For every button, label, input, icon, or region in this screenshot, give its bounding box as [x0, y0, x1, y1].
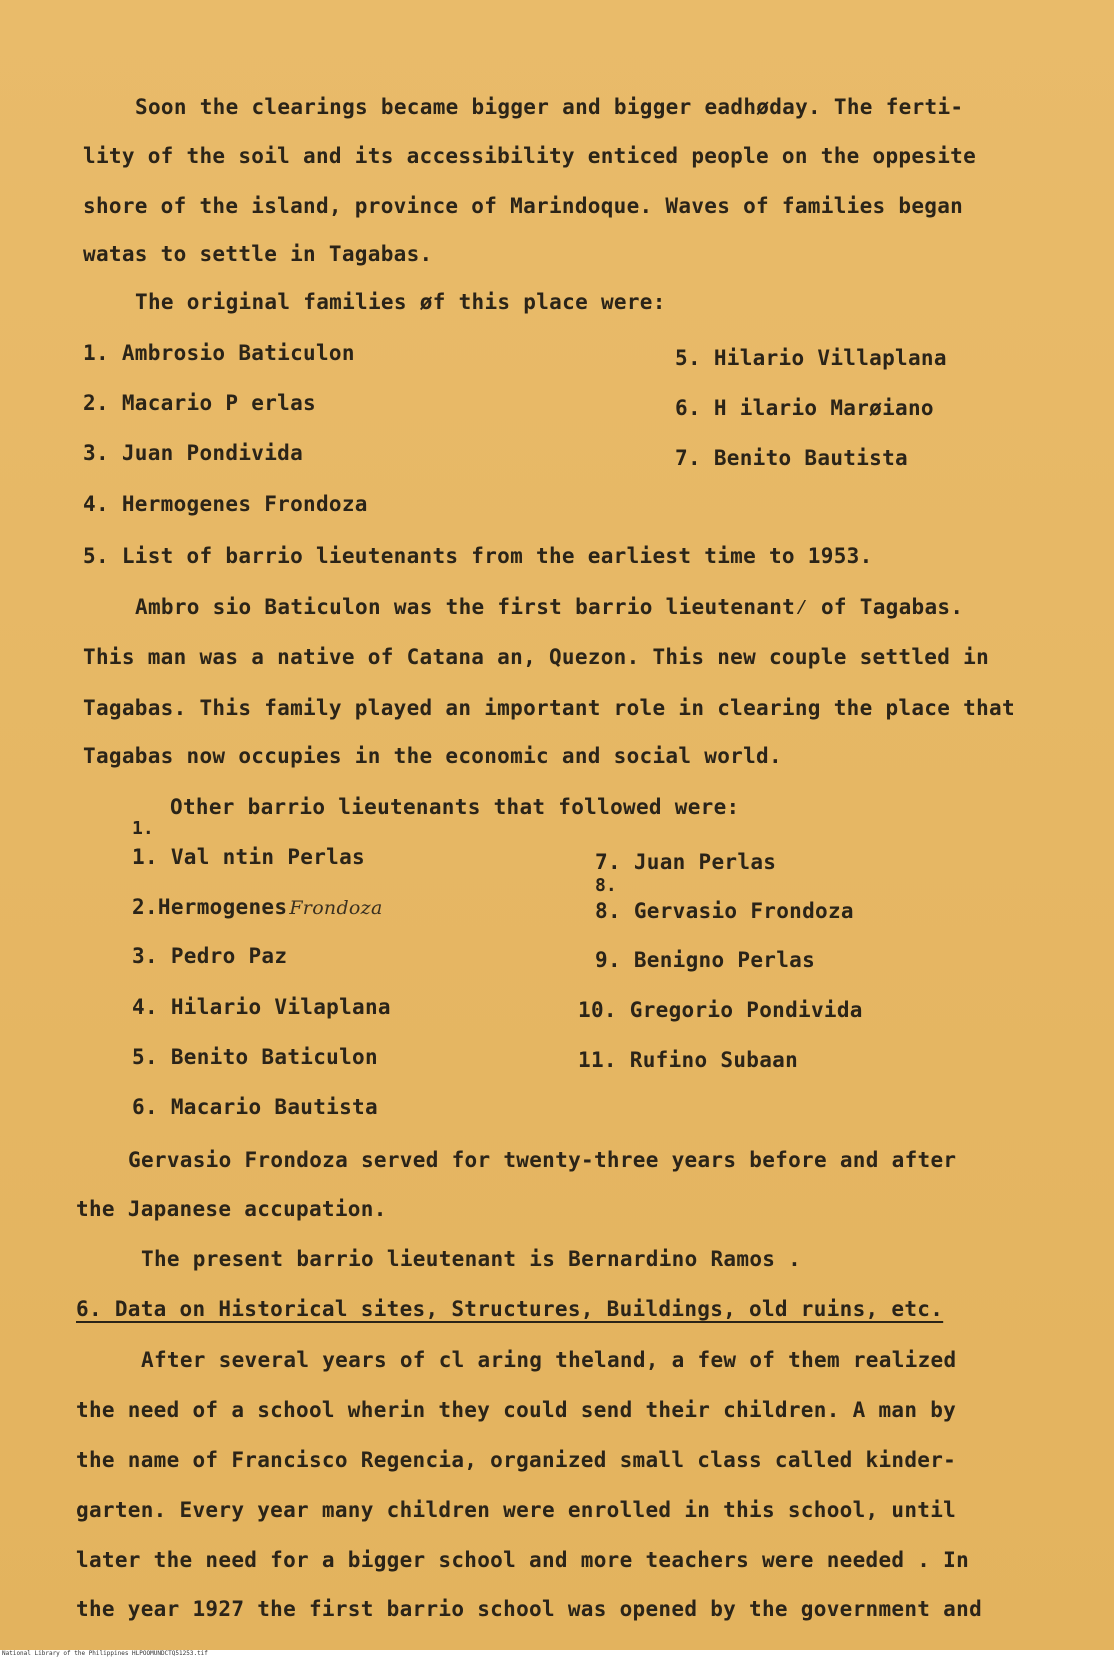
lieutenant-item: 5. Benito Baticulon	[132, 1045, 378, 1069]
paragraph1-line-4: watas to settle in Tagabas.	[83, 242, 433, 266]
family-item: 3. Juan Pondivida	[83, 441, 304, 465]
section5-heading: 5. List of barrio lieutenants from the earliest time to 1953.	[83, 544, 873, 568]
families-intro: The original families øf this place were:	[135, 290, 666, 314]
paragraph3-line-1: Gervasio Frondoza served for twenty-three years before and after	[128, 1148, 957, 1172]
lieutenant-item: 9. Benigno Perlas	[595, 948, 816, 972]
paragraph1-line-2: lity of the soil and its accessibility enticed people on the oppesite	[83, 144, 977, 168]
family-item: 5. Hilario Villaplana	[675, 346, 947, 370]
scan-footer	[0, 1650, 1114, 1658]
paragraph2-line-2: This man was a native of Catana an, Quezon. This new couple settled in	[83, 645, 990, 669]
family-item: 6. H ilario Marøiano	[675, 396, 934, 420]
lieutenant-item: 4. Hilario Vilaplana	[132, 995, 391, 1019]
paragraph2-line-4: Tagabas now occupies in the economic and social world.	[83, 744, 782, 768]
paragraph4-line-6: the year 1927 the first barrio school was opened by the government and	[76, 1597, 983, 1621]
lieutenant-item: 11. Rufino Subaan	[578, 1048, 799, 1072]
lieutenant-item: 7. Juan Perlas	[595, 850, 777, 874]
family-item: 2. Macario P erlas	[83, 391, 316, 415]
paragraph4-line-5: later the need for a bigger school and more teachers were needed . In	[76, 1548, 970, 1572]
paragraph2-line-3: Tagabas. This family played an important role in clearing the place that	[83, 696, 1015, 720]
present-lieutenant: The present barrio lieutenant is Bernardino Ramos .	[141, 1247, 802, 1271]
paragraph4-line-3: the name of Francisco Regencia, organized small class called kinder-	[76, 1448, 957, 1472]
paragraph1-line-3: shore of the island, province of Marindoque. Waves of families began	[83, 194, 964, 218]
handwritten-surname: Frondoza	[289, 897, 383, 919]
lieutenant-item-hermogenes	[132, 895, 383, 919]
family-item: 7. Benito Bautista	[675, 446, 908, 470]
stray-mark: 1.	[132, 818, 154, 839]
paragraph2-line-1: Ambro sio Baticulon was the first barrio lieutenant⁄ of Tagabas.	[135, 595, 964, 619]
lieutenants-intro: Other barrio lieutenants that followed were:	[170, 795, 740, 819]
footer-text: National Library of the Philippines HLPOOMUNDCTQ51253.tif	[2, 1650, 208, 1657]
family-item: 1. Ambrosio Baticulon	[83, 341, 355, 365]
family-item: 4. Hermogenes Frondoza	[83, 492, 368, 516]
lieutenant-item-label: 2.Hermogenes	[132, 895, 288, 919]
section6-heading: 6. Data on Historical sites, Structures, Buildings, old ruins, etc.	[76, 1297, 944, 1321]
lieutenant-item: 3. Pedro Paz	[132, 944, 288, 968]
paragraph4-line-4: garten. Every year many children were enrolled in this school, until	[76, 1498, 957, 1522]
paragraph1-line-1: Soon the clearings became bigger and bigger eadhøday. The ferti-	[135, 95, 964, 119]
paragraph4-line-1: After several years of cl aring theland, a few of them realized	[141, 1348, 957, 1372]
paragraph4-line-2: the need of a school wherin they could send their children. A man by	[76, 1398, 957, 1422]
lieutenant-item: 8. Gervasio Frondoza	[595, 899, 854, 923]
lieutenant-item: 1. Val ntin Perlas	[132, 845, 365, 869]
stray-mark: 8.	[595, 875, 617, 896]
lieutenant-item: 10. Gregorio Pondivida	[578, 998, 863, 1022]
paragraph3-line-2: the Japanese accupation.	[76, 1197, 387, 1221]
lieutenant-item: 6. Macario Bautista	[132, 1095, 378, 1119]
